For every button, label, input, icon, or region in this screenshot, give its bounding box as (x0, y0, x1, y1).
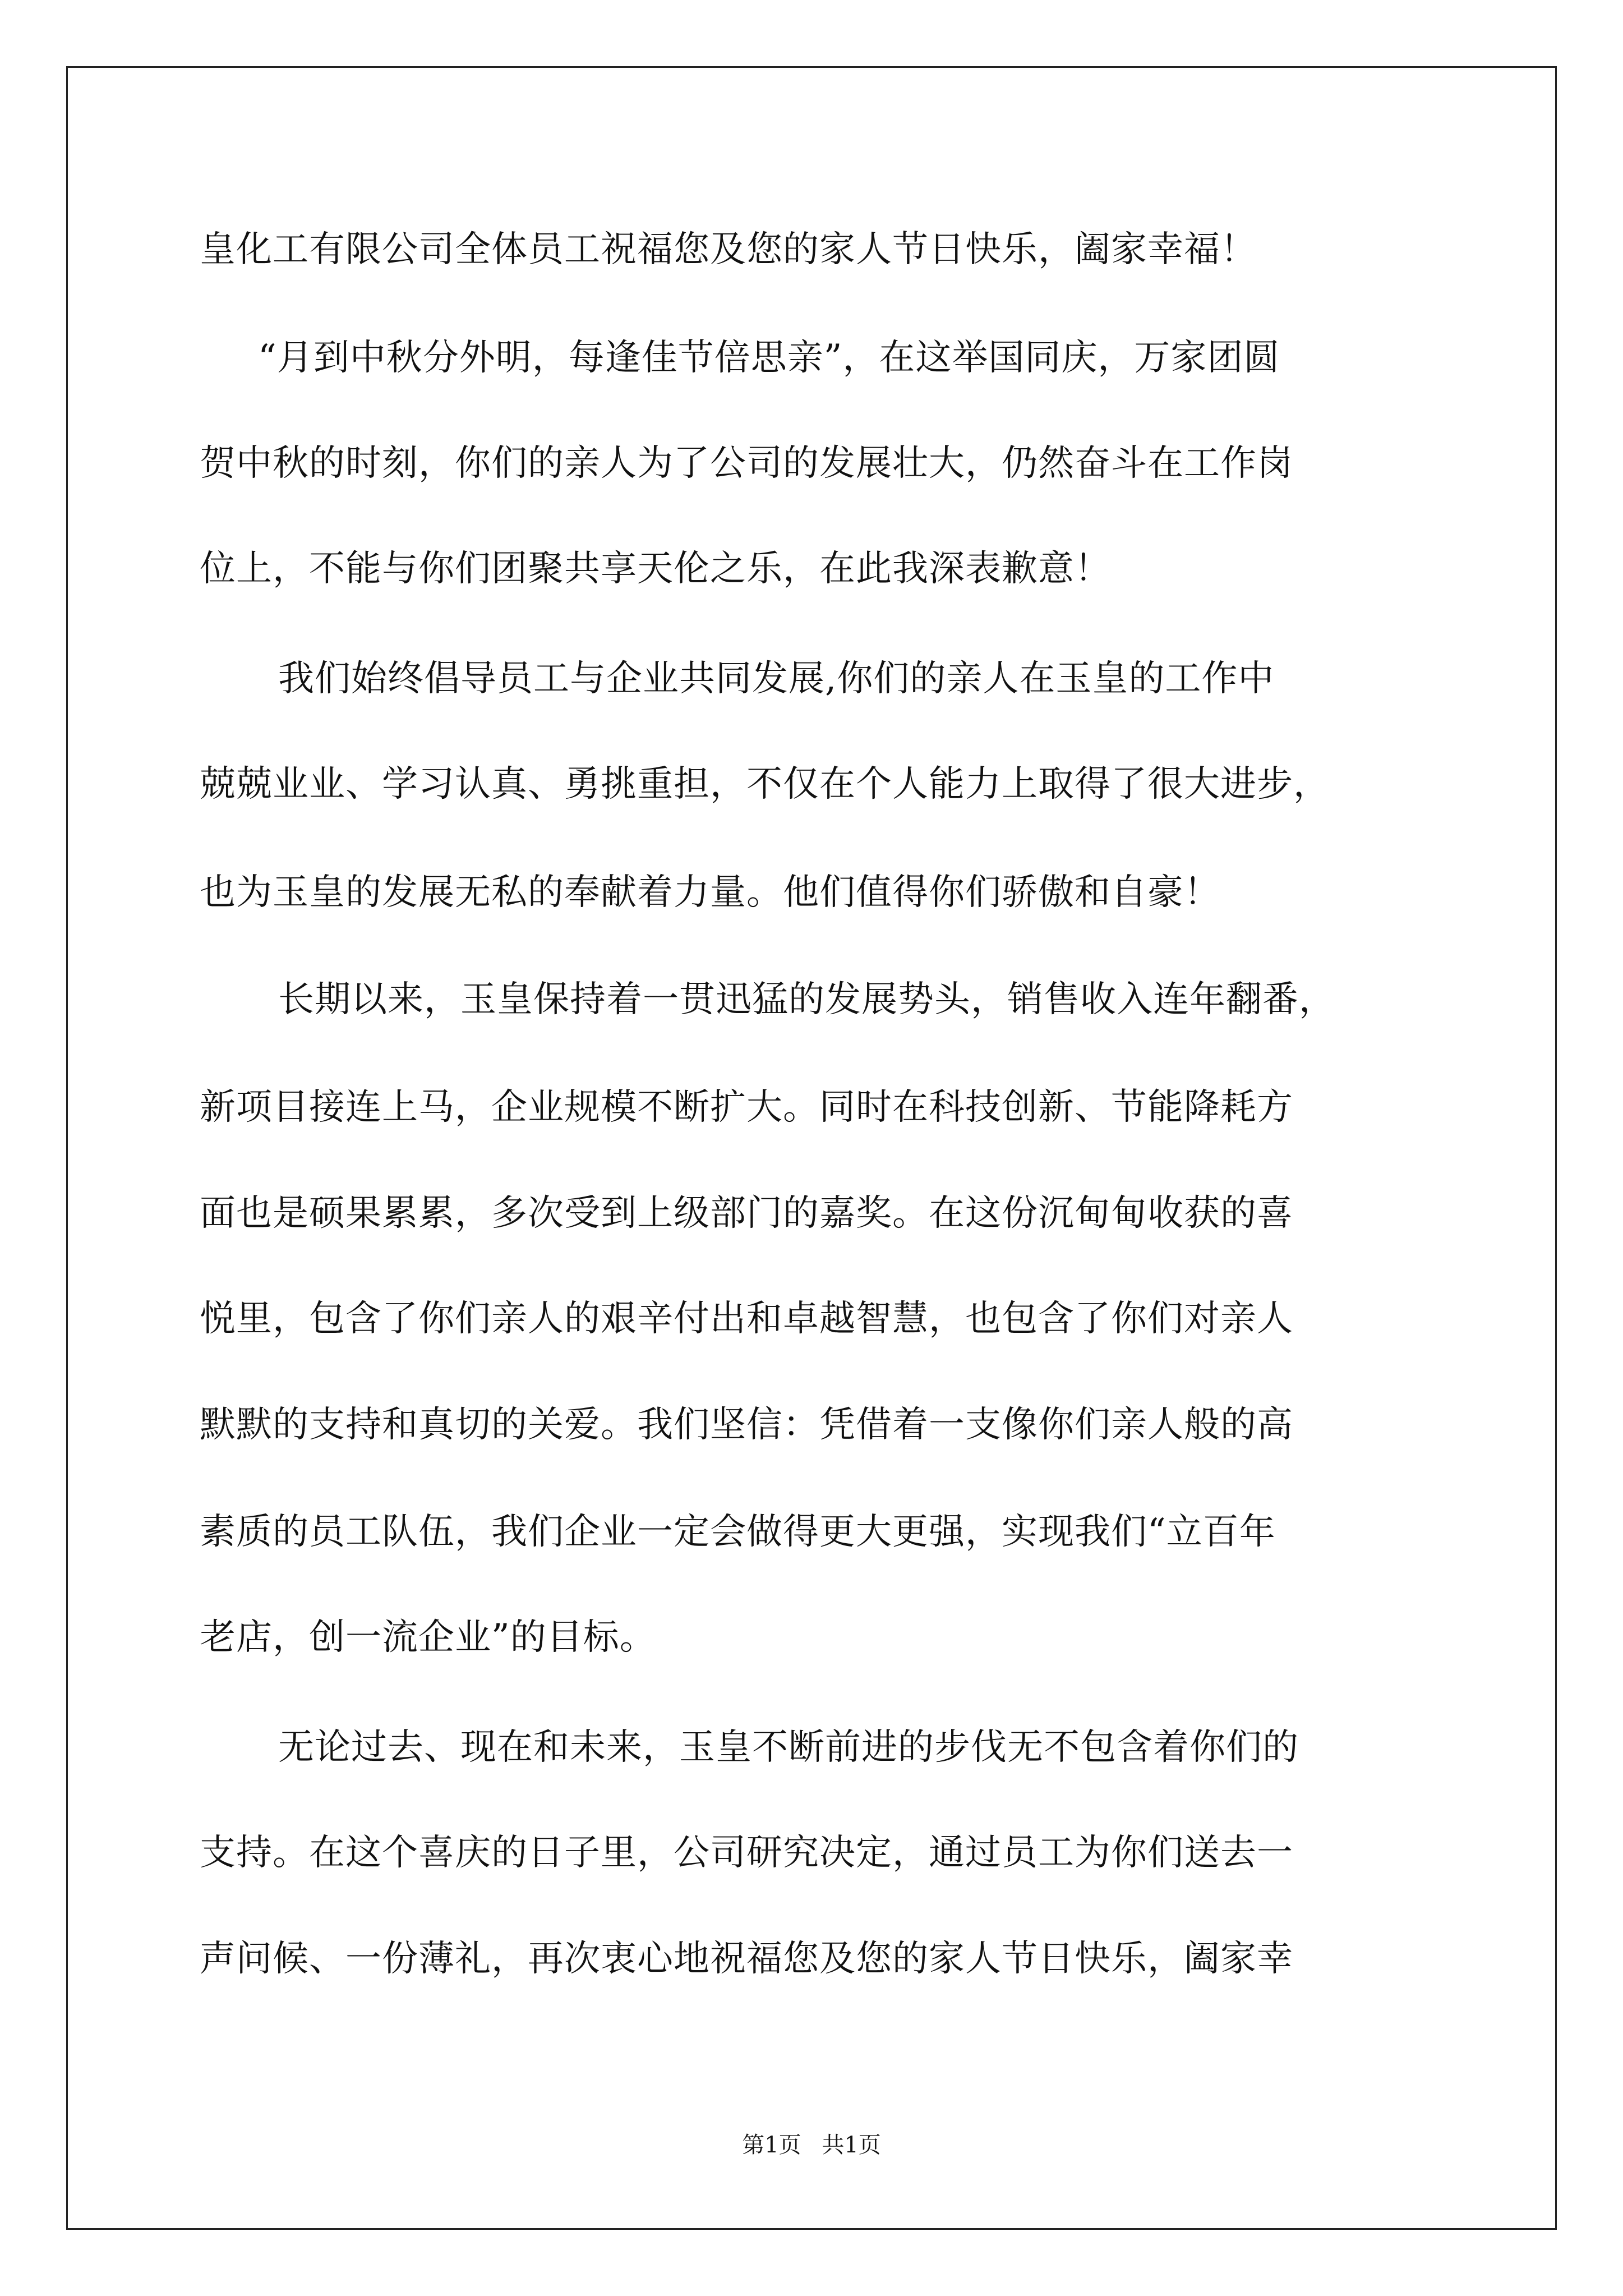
text-line: 支持。在这个喜庆的日子里，公司研究决定，通过员工为你们送去一 (200, 1832, 1293, 1874)
text-line: 悦里，包含了你们亲人的艰辛付出和卓越智慧，也包含了你们对亲人 (200, 1298, 1293, 1340)
text-line: 默默的支持和真切的关爱。我们坚信：凭借着一支像你们亲人般的高 (200, 1404, 1293, 1446)
text-line: 我们始终倡导员工与企业共同发展,你们的亲人在玉皇的工作中 (278, 658, 1275, 700)
text-line: 位上，不能与你们团聚共享天伦之乐，在此我深表歉意！ (200, 548, 1111, 590)
text-line: 声问候、一份薄礼，再次衷心地祝福您及您的家人节日快乐，阖家幸 (200, 1938, 1293, 1980)
text-line: 无论过去、现在和未来，玉皇不断前进的步伐无不包含着你们的 (278, 1727, 1299, 1768)
text-line: 长期以来，玉皇保持着一贯迅猛的发展势头，销售收入连年翻番， (278, 979, 1335, 1020)
page-number: 第1页 (742, 2132, 801, 2158)
text-line: 兢兢业业、学习认真、勇挑重担，不仅在个人能力上取得了很大进步， (200, 763, 1330, 805)
page-footer (0, 2134, 1623, 2156)
text-line: 面也是硕果累累，多次受到上级部门的嘉奖。在这份沉甸甸收获的喜 (200, 1193, 1293, 1234)
page-border (66, 66, 1557, 2230)
text-line: “月到中秋分外明，每逢佳节倍思亲”，在这举国同庆，万家团圆 (258, 337, 1280, 379)
text-line: 皇化工有限公司全体员工祝福您及您的家人节日快乐，阖家幸福！ (200, 229, 1257, 270)
page-total: 共1页 (822, 2132, 881, 2158)
text-line: 贺中秋的时刻，你们的亲人为了公司的发展壮大，仍然奋斗在工作岗 (200, 443, 1293, 484)
text-line: 也为玉皇的发展无私的奉献着力量。他们值得你们骄傲和自豪！ (200, 872, 1220, 913)
text-line: 新项目接连上马，企业规模不断扩大。同时在科技创新、节能降耗方 (200, 1087, 1293, 1128)
text-line: 老店，创一流企业”的目标。 (200, 1617, 656, 1658)
text-line: 素质的员工队伍，我们企业一定会做得更大更强，实现我们“立百年 (200, 1511, 1276, 1553)
